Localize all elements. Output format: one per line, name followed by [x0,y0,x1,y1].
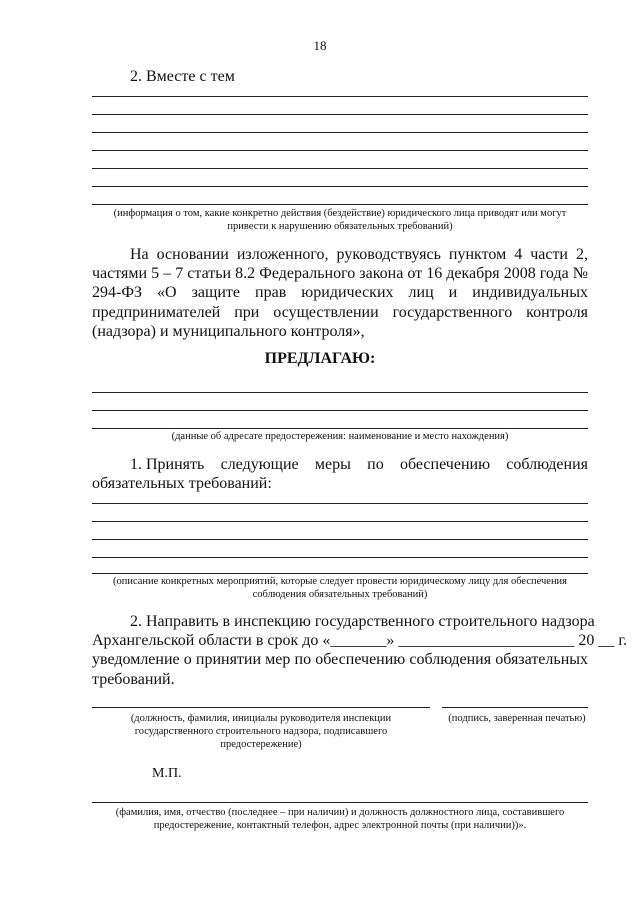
section2-caption: (информация о том, какие конкретно действия (бездействие) юридического лица приводят или могут привести к нарушению обязательных требований) [113,208,567,232]
footer-caption: (фамилия, имя, отчество (последнее – при наличии) и должность должностного лица, составившего предостережение, контактный телефон, адрес электронной почты (при наличии))». [115,807,565,831]
item1-paragraph [92,455,588,493]
fill-line [92,114,588,115]
proposal-heading: ПРЕДЛАГАЮ: [264,350,376,367]
fill-line [92,186,588,187]
fill-line [92,573,588,574]
item1-line1 [92,455,588,474]
item1-word: 1. Принять [130,456,205,473]
item1-word: по [367,456,384,473]
item2-line4: требований. [92,670,175,688]
item2-line1: 2. Направить в инспекцию государственного строительного надзора [130,613,595,630]
signature-line [442,707,588,708]
item2-paragraph [92,612,628,689]
proposal-caption: (данные об адресате предостережения: наименование и место нахождения) [171,431,509,442]
item2-line2: Архангельской области в срок до «_______» ______________________ 20 __ г. [92,632,628,650]
item1-line2: обязательных требований: [92,475,272,493]
fill-line [92,428,588,429]
item1-caption: (описание конкретных мероприятий, которые следует провести юридическому лицу для обеспечения соблюдения обязательных требований) [112,576,568,600]
item1-word: следующие [220,456,299,473]
fill-line [92,557,588,558]
fill-line [92,539,588,540]
fill-line [92,521,588,522]
fill-line [92,204,588,205]
item1-word: обеспечению [400,456,491,473]
item1-word: соблюдения [506,456,588,473]
fill-line [92,802,588,803]
item2-line3: уведомление о принятии мер по обеспечению соблюдения обязательных [92,651,588,669]
stamp-placeholder: М.П. [152,766,182,781]
fill-line [92,150,588,151]
fill-line [92,392,588,393]
fill-line [92,503,588,504]
fill-line [92,168,588,169]
basis-paragraph: На основании изложенного, руководствуясь пунктом 4 части 2, частями 5 – 7 статьи 8.2 Федерального закона от 16 декабря 2008 года № 294-ФЗ «О защите прав юридических лиц и индивидуальных предпринимателей при осуществлении государственного контроля (надзора) и муниципального контроля», [92,246,588,340]
official-caption: (должность, фамилия, инициалы руководителя инспекции государственного строительного надзора, подписавшего предостережение) [130,713,392,750]
fill-line [92,96,588,97]
page-number: 18 [313,38,327,53]
official-line [92,707,430,708]
item1-word: меры [314,456,351,473]
fill-line [92,132,588,133]
fill-line [92,410,588,411]
section2-intro: 2. Вместе с тем [130,68,235,85]
signature-caption: (подпись, заверенная печатью) [448,713,586,724]
